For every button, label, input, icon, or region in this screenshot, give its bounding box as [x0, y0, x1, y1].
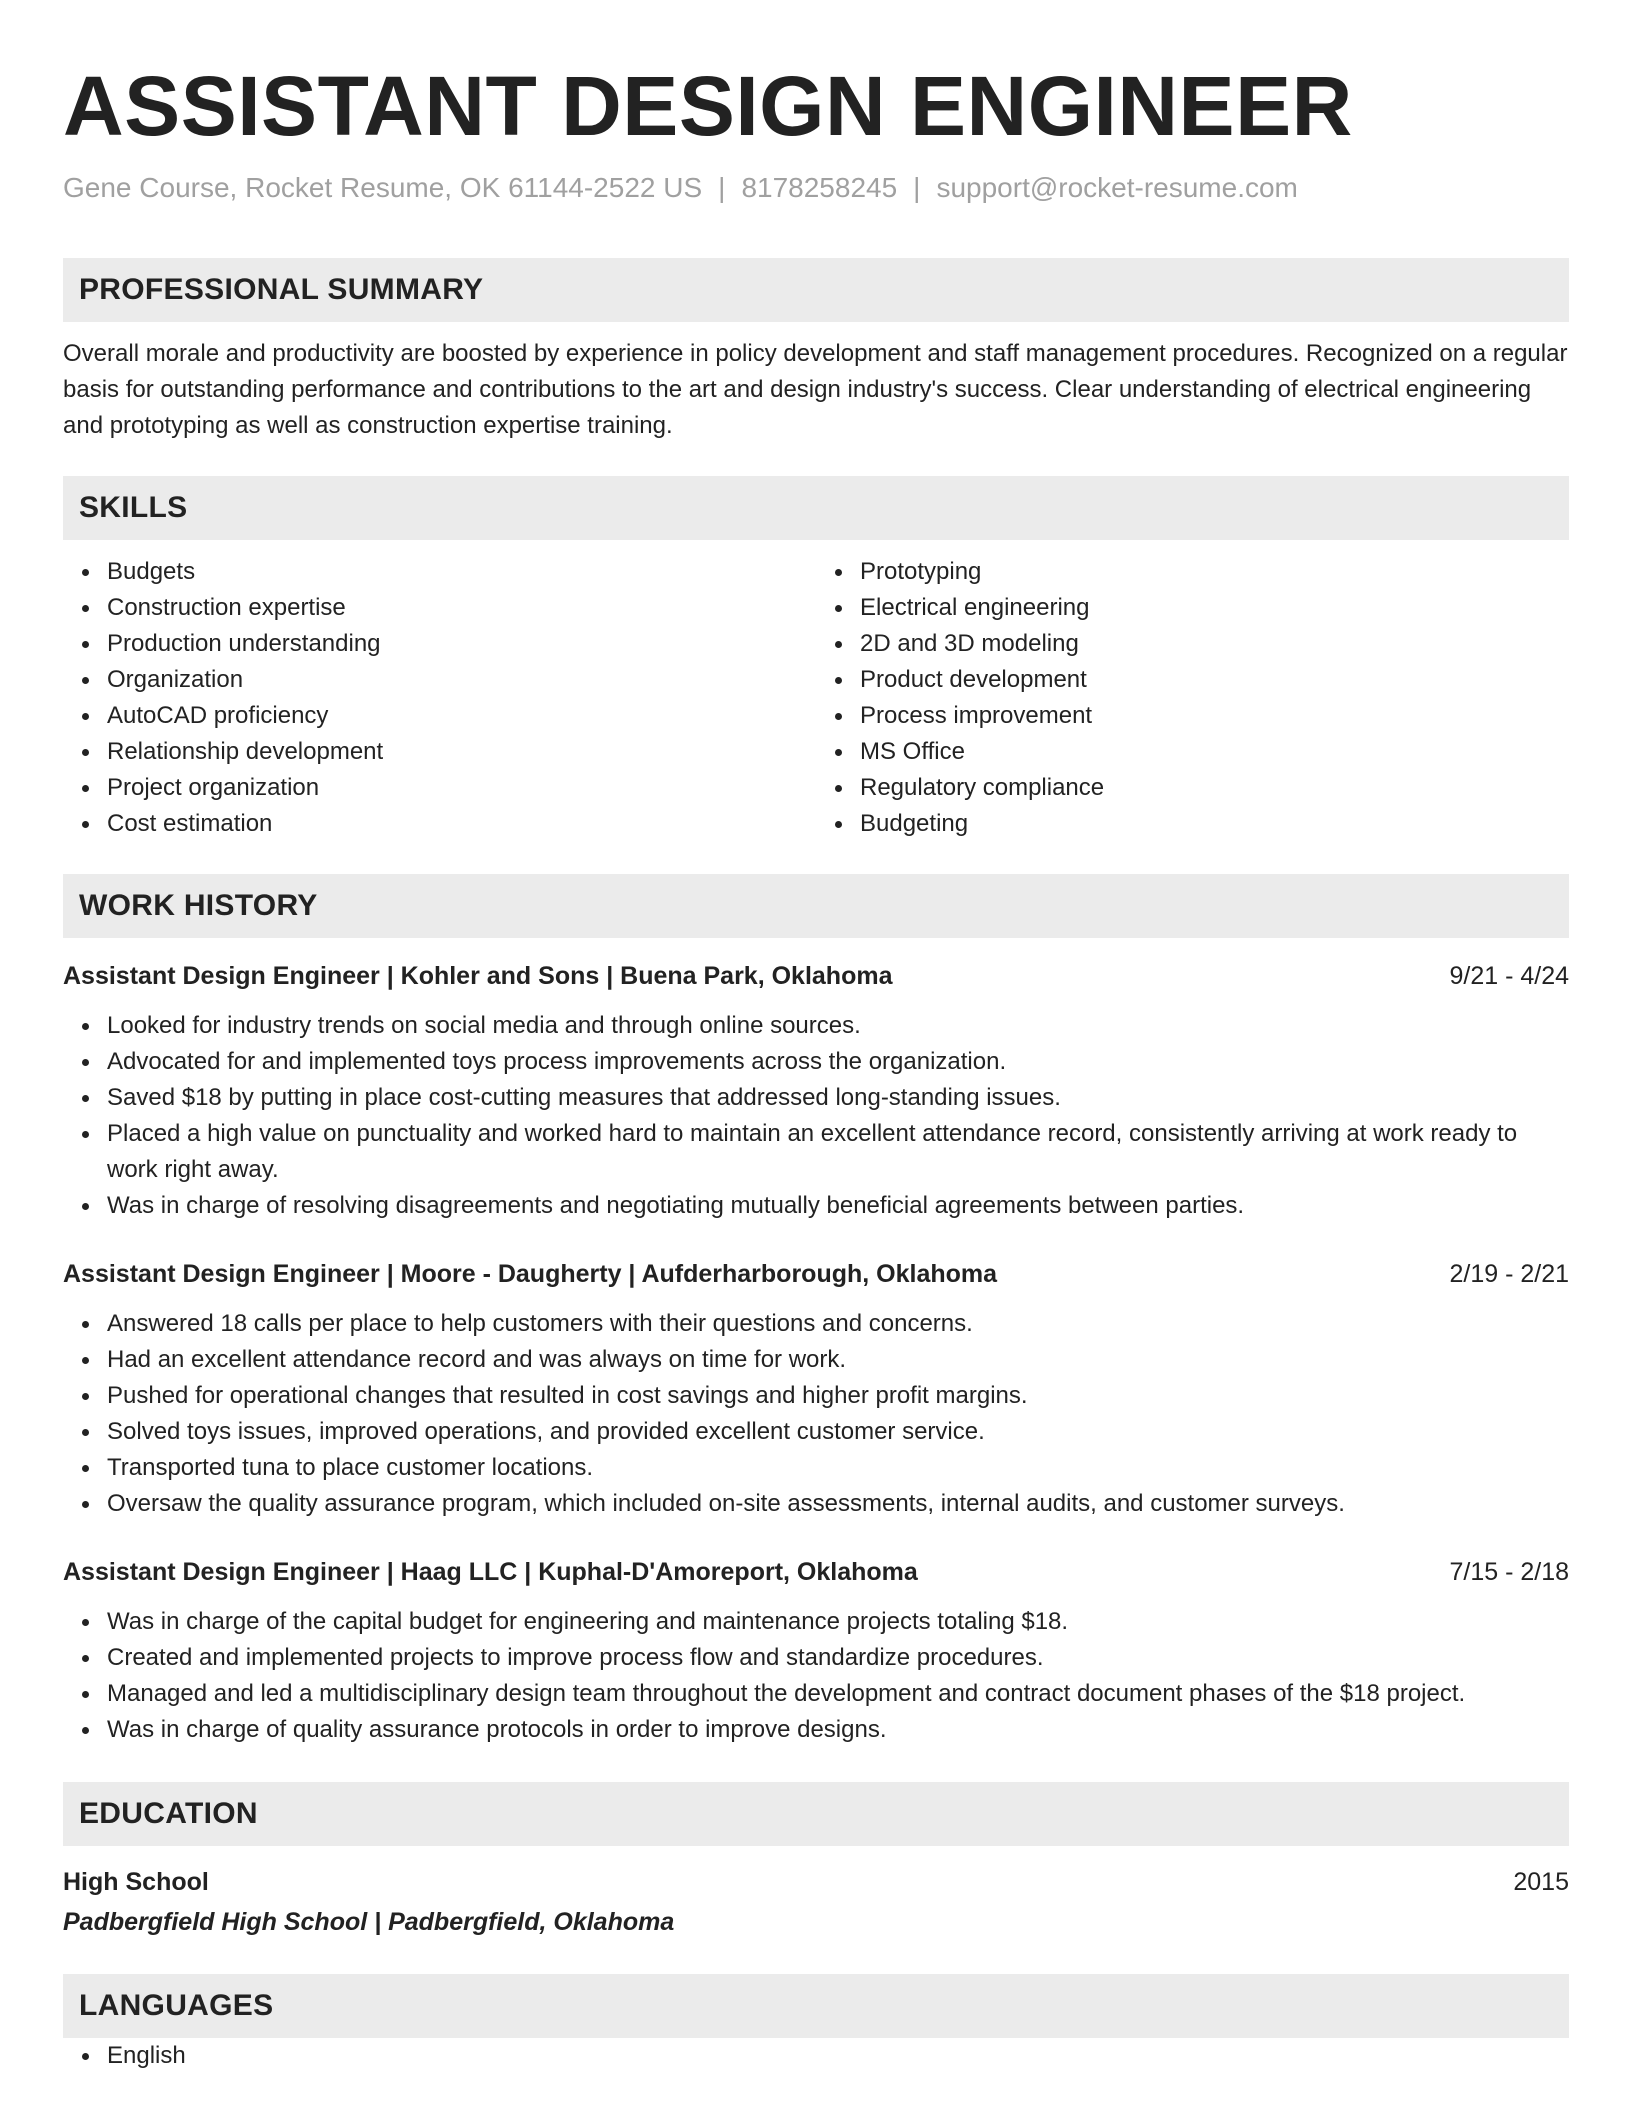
job-bullet: Transported tuna to place customer locations. — [107, 1450, 1569, 1486]
job-header — [63, 1256, 1569, 1292]
skill-item: Budgets — [107, 554, 816, 590]
contact-line — [63, 170, 1569, 206]
job-title: Assistant Design Engineer | Kohler and Sons | Buena Park, Oklahoma — [63, 962, 893, 990]
section-header-languages: LANGUAGES — [63, 1974, 1569, 2038]
job-header — [63, 958, 1569, 994]
skill-item: Cost estimation — [107, 806, 816, 842]
education-entry — [63, 1864, 1569, 1940]
skill-item: Organization — [107, 662, 816, 698]
languages-list — [63, 2038, 1569, 2074]
contact-phone: 8178258245 — [741, 172, 898, 203]
education-header — [63, 1864, 1569, 1900]
skill-item: 2D and 3D modeling — [860, 626, 1569, 662]
job-bullet: Was in charge of the capital budget for engineering and maintenance projects totaling $18. — [107, 1604, 1569, 1640]
summary-text: Overall morale and productivity are boosted by experience in policy development and staff management procedures. Recognized on a regular basis for outstanding performance and contributions to the art and design industry's success. Clear understanding of electrical engineering and prototyping as well as construction expertise training. — [63, 340, 1568, 439]
education-year: 2015 — [1513, 1868, 1569, 1896]
contact-separator: | — [913, 172, 921, 203]
skill-item: Process improvement — [860, 698, 1569, 734]
job-dates: 9/21 - 4/24 — [1449, 962, 1569, 990]
skill-item: MS Office — [860, 734, 1569, 770]
skill-item: Production understanding — [107, 626, 816, 662]
section-header-education: EDUCATION — [63, 1782, 1569, 1846]
job-dates: 7/15 - 2/18 — [1449, 1558, 1569, 1586]
job-bullet: Advocated for and implemented toys process improvements across the organization. — [107, 1044, 1569, 1080]
job-bullet: Oversaw the quality assurance program, which included on-site assessments, internal audits, and customer surveys. — [107, 1486, 1569, 1522]
job-bullet: Created and implemented projects to improve process flow and standardize procedures. — [107, 1640, 1569, 1676]
skill-item: Product development — [860, 662, 1569, 698]
job-entry — [63, 958, 1569, 1224]
skill-item: Regulatory compliance — [860, 770, 1569, 806]
job-bullets — [63, 1306, 1569, 1522]
skills-grid — [63, 554, 1569, 842]
job-entry — [63, 1256, 1569, 1522]
job-bullet: Managed and led a multidisciplinary design team throughout the development and contract document phases of the $18 project. — [107, 1676, 1569, 1712]
job-bullet: Pushed for operational changes that resulted in cost savings and higher profit margins. — [107, 1378, 1569, 1414]
job-bullet: Saved $18 by putting in place cost-cutting measures that addressed long-standing issues. — [107, 1080, 1569, 1116]
language-item: English — [107, 2038, 1569, 2074]
skill-item: Project organization — [107, 770, 816, 806]
education-school: Padbergfield High School | Padbergfield, Oklahoma — [63, 1908, 675, 1936]
job-bullet: Looked for industry trends on social media and through online sources. — [107, 1008, 1569, 1044]
skill-item: Prototyping — [860, 554, 1569, 590]
job-title: Assistant Design Engineer | Moore - Daugherty | Aufderharborough, Oklahoma — [63, 1260, 998, 1288]
skills-list-left — [63, 554, 816, 842]
job-bullet: Had an excellent attendance record and was always on time for work. — [107, 1342, 1569, 1378]
job-dates: 2/19 - 2/21 — [1449, 1260, 1569, 1288]
job-title: Assistant Design Engineer | Haag LLC | Kuphal-D'Amoreport, Oklahoma — [63, 1558, 918, 1586]
job-bullets — [63, 1604, 1569, 1748]
job-bullets — [63, 1008, 1569, 1224]
section-header-skills: SKILLS — [63, 476, 1569, 540]
job-bullet: Was in charge of resolving disagreements and negotiating mutually beneficial agreements between parties. — [107, 1188, 1569, 1224]
job-bullet: Answered 18 calls per place to help customers with their questions and concerns. — [107, 1306, 1569, 1342]
resume-title: ASSISTANT DESIGN ENGINEER — [63, 59, 1353, 153]
skills-list-right — [816, 554, 1569, 842]
contact-address: Gene Course, Rocket Resume, OK 61144-2522 US — [63, 172, 703, 203]
job-bullet: Placed a high value on punctuality and worked hard to maintain an excellent attendance record, consistently arriving at work ready to work right away. — [107, 1116, 1569, 1188]
skill-item: Budgeting — [860, 806, 1569, 842]
contact-separator: | — [718, 172, 726, 203]
section-header-work-history: WORK HISTORY — [63, 874, 1569, 938]
skill-item: AutoCAD proficiency — [107, 698, 816, 734]
section-header-summary: PROFESSIONAL SUMMARY — [63, 258, 1569, 322]
skill-item: Relationship development — [107, 734, 816, 770]
job-bullet: Was in charge of quality assurance protocols in order to improve designs. — [107, 1712, 1569, 1748]
job-bullet: Solved toys issues, improved operations, and provided excellent customer service. — [107, 1414, 1569, 1450]
education-degree: High School — [63, 1868, 209, 1896]
skill-item: Electrical engineering — [860, 590, 1569, 626]
job-entry — [63, 1554, 1569, 1748]
job-header — [63, 1554, 1569, 1590]
contact-email: support@rocket-resume.com — [936, 172, 1298, 203]
skill-item: Construction expertise — [107, 590, 816, 626]
